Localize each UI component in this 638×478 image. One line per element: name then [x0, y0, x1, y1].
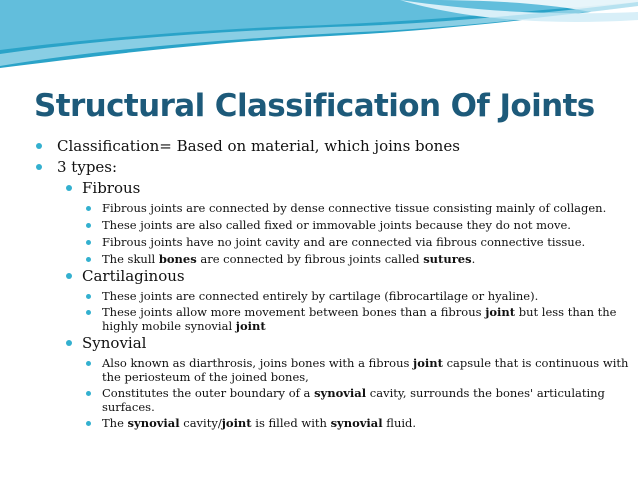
- bullet-dot: [36, 143, 42, 149]
- slide-title: Structural Classification Of Joints: [34, 88, 595, 124]
- heading-text: Synovial: [82, 334, 147, 352]
- bullet-text: Fibrous joints are connected by dense connective tissue consisting mainly of collagen.: [102, 201, 607, 215]
- cartilaginous-bullet-2-cont: highly mobile synovial joint: [102, 319, 266, 333]
- heading-text: Cartilaginous: [82, 267, 185, 285]
- synovial-bullet-2-cont: surfaces.: [102, 400, 155, 414]
- bullet-dot: [86, 206, 91, 211]
- bullet-text: These joints are also called fixed or immovable joints because they do not move.: [102, 218, 571, 232]
- bullet-dot: [86, 310, 91, 315]
- bullet-dot: [66, 273, 72, 279]
- bullet-dot: [66, 185, 72, 191]
- bullet-text: Fibrous joints have no joint cavity and are connected via fibrous connective tissue.: [102, 235, 586, 249]
- bullet-text: The skull bones are connected by fibrous joints called sutures.: [102, 252, 476, 266]
- bullet-dot: [36, 164, 42, 170]
- heading-text: Fibrous: [82, 179, 141, 197]
- bullet-text: These joints allow more movement between bones than a fibrous joint but less than the: [102, 305, 617, 319]
- bullet-dot: [86, 223, 91, 228]
- bullet-dot: [86, 257, 91, 262]
- bullet-dot: [86, 294, 91, 299]
- bullet-dot: [86, 361, 91, 366]
- bullet-text: Constitutes the outer boundary of a synovial cavity, surrounds the bones' articulating: [102, 386, 605, 400]
- bullet-dot: [86, 240, 91, 245]
- bullet-text: 3 types:: [57, 158, 118, 176]
- header-wave-decoration: [0, 0, 638, 80]
- bullet-text: Also known as diarthrosis, joins bones with a fibrous joint capsule that is continuous with: [102, 356, 629, 370]
- bullet-text: These joints are connected entirely by cartilage (fibrocartilage or hyaline).: [102, 289, 539, 303]
- bullet-text: Classification= Based on material, which joins bones: [57, 137, 460, 155]
- bullet-text: The synovial cavity/joint is filled with synovial fluid.: [102, 416, 417, 430]
- bullet-dot: [86, 421, 91, 426]
- synovial-bullet-1-cont: the periosteum of the joined bones,: [102, 370, 309, 384]
- bullet-dot: [66, 340, 72, 346]
- bullet-dot: [86, 391, 91, 396]
